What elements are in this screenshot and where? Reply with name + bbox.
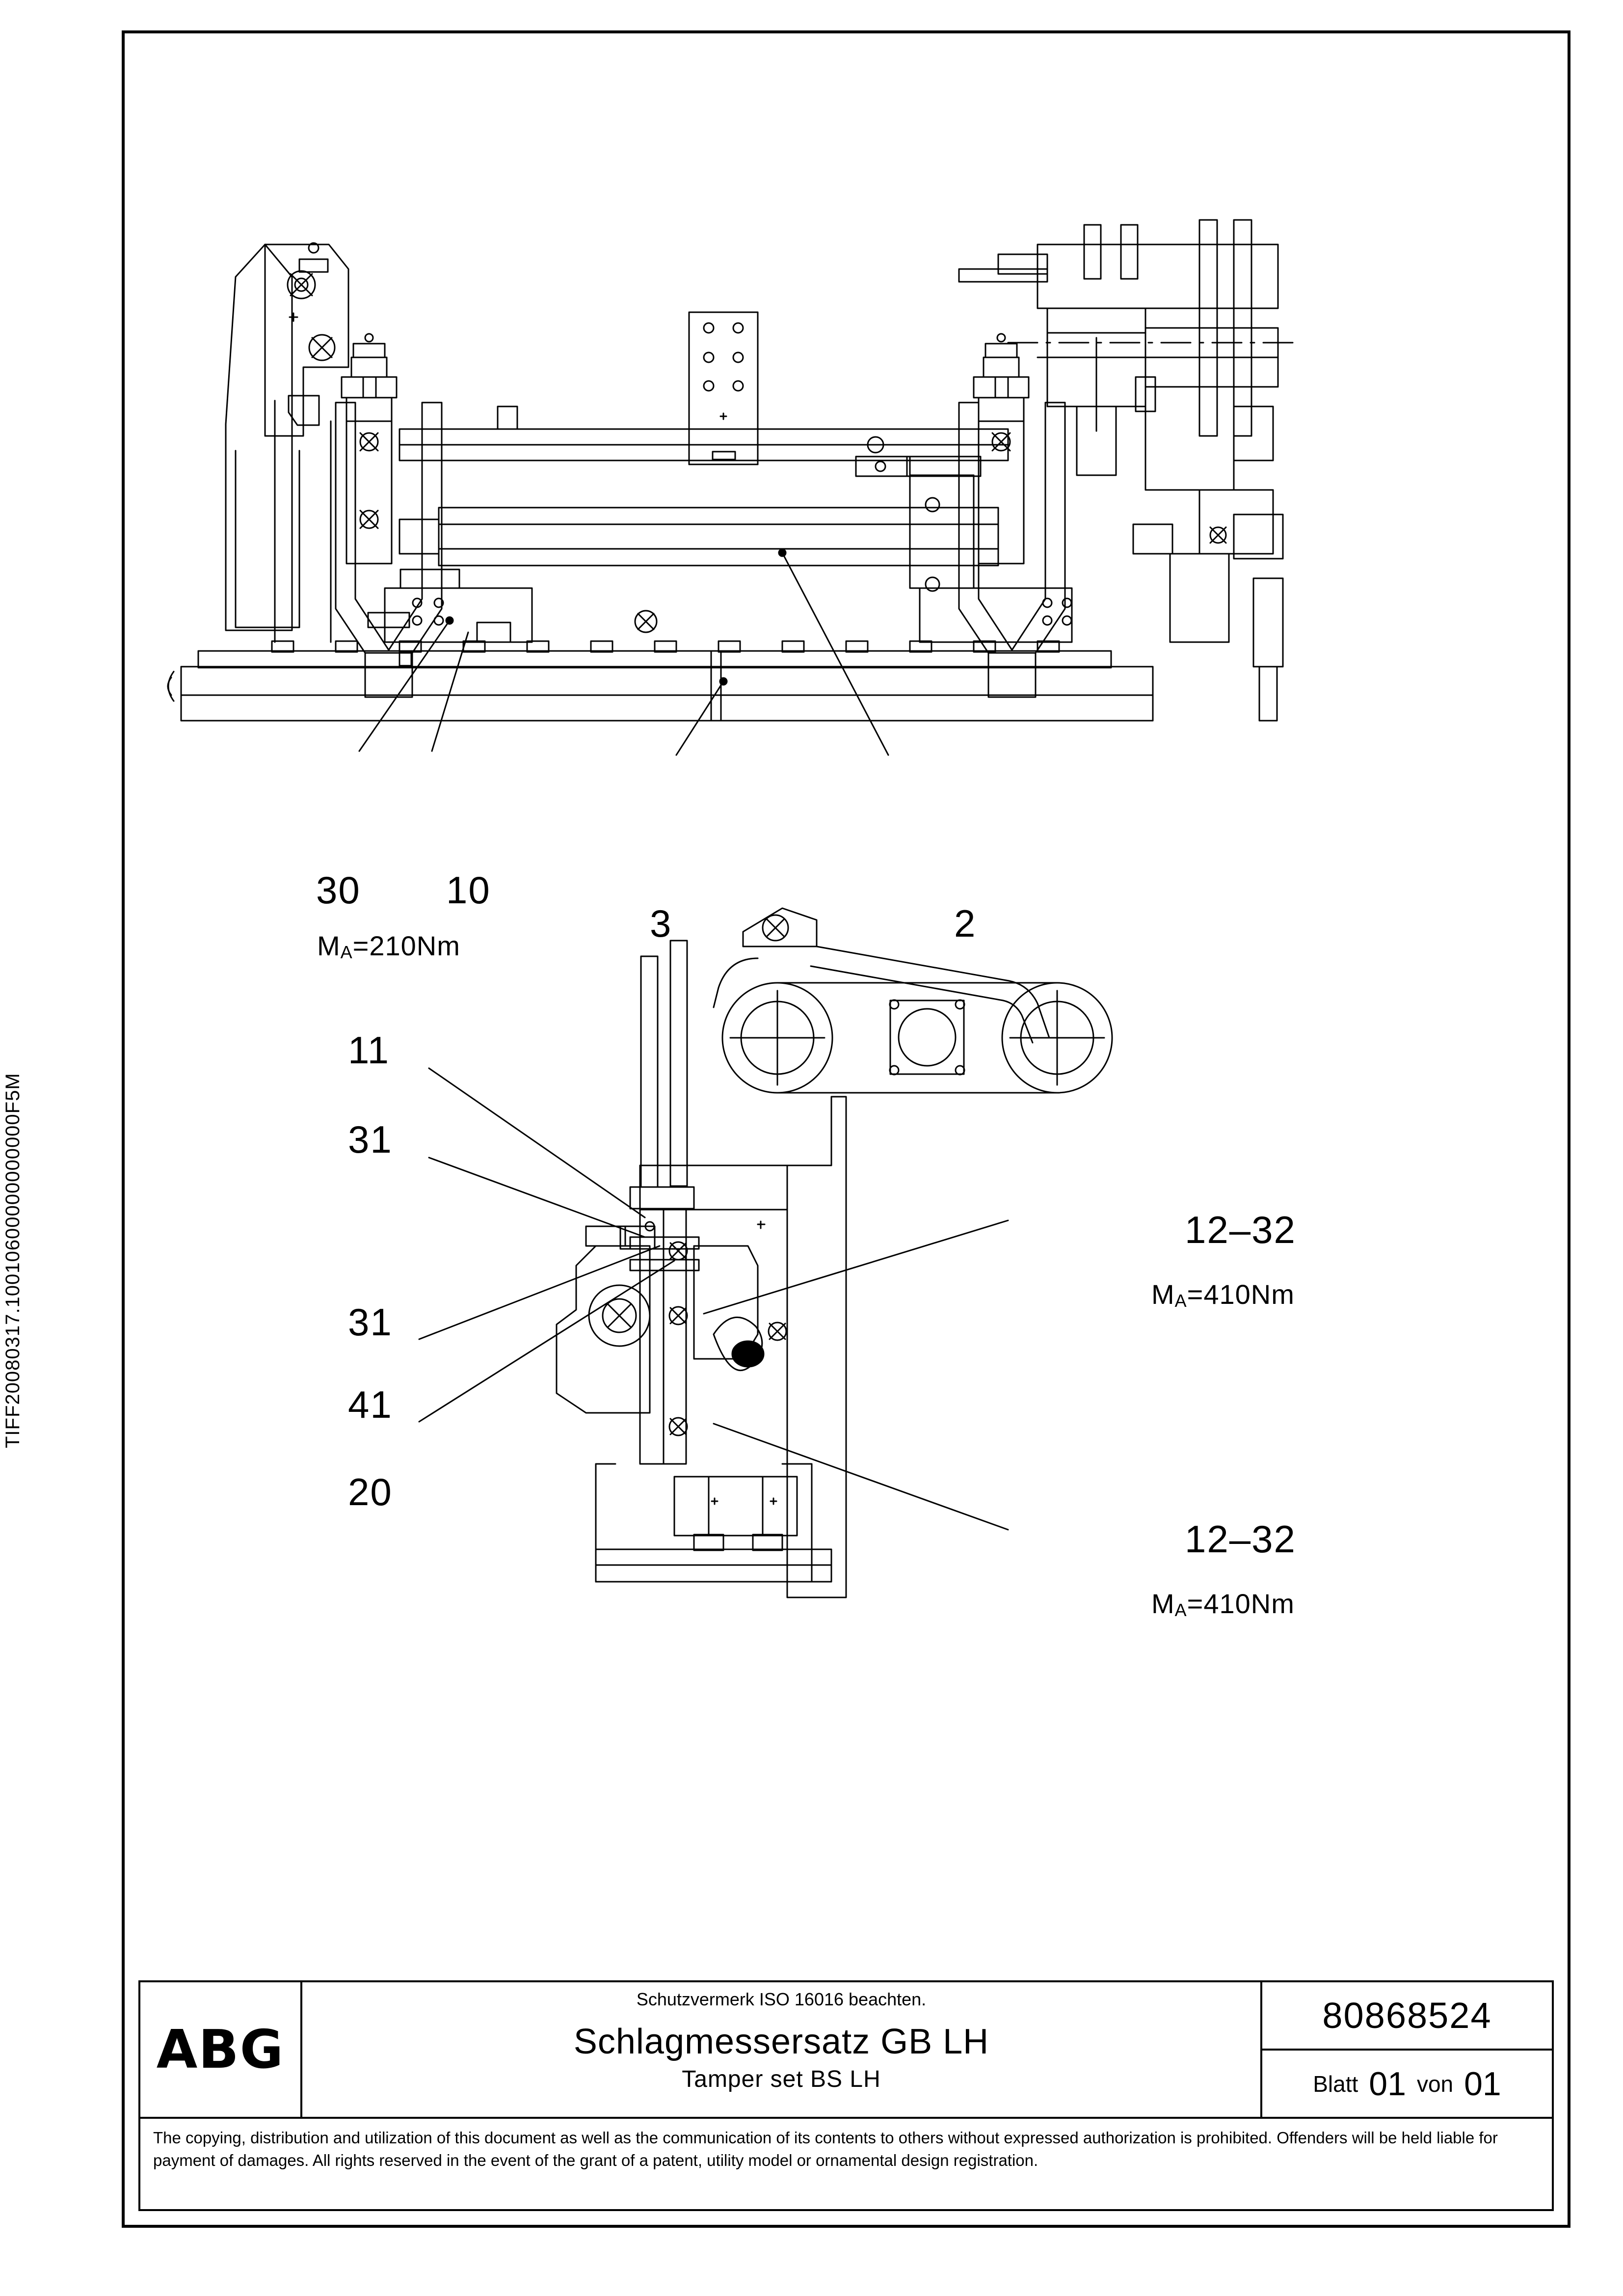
leader-lines-lower (419, 1068, 1008, 1530)
abg-logo: ABG (156, 2019, 285, 2080)
callout-2: 2 (954, 902, 977, 945)
film-identification-text: TIFF20080317.10010600000000000F5M (2, 1073, 24, 1448)
technical-drawing-canvas (125, 33, 1568, 1624)
drawing-sheet-frame (122, 30, 1570, 2228)
callout-ma-410-lower (1151, 1588, 1295, 1621)
callout-10: 10 (446, 868, 491, 912)
sheet-of-label: von (1416, 2071, 1454, 2097)
ma-410-lower-value: =410Nm (1187, 1588, 1295, 1619)
company-logo-cell (140, 1982, 302, 2117)
callout-12-32-lower: 12–32 (1185, 1517, 1296, 1561)
ma-410-lower-symbol: M (1151, 1588, 1175, 1619)
sheet-info (1262, 2051, 1552, 2117)
drawing-title-en: Tamper set BS LH (682, 2066, 881, 2092)
ma-410-upper-subscript: A (1174, 1291, 1187, 1311)
ma-210-subscript: A (340, 942, 353, 962)
legal-notice: The copying, distribution and utilization of this document as well as the communication of its contents to others without expressed authorization is prohibited. Offenders will be held liable for payment of damages. All rights reserved in the event of the grant of a patent, utility model or ornamental design registration. (153, 2129, 1498, 2169)
callout-20: 20 (348, 1470, 393, 1513)
sheet-number: 01 (1369, 2065, 1406, 2103)
callout-12-32-upper: 12–32 (1185, 1208, 1296, 1251)
title-cell (302, 1982, 1262, 2117)
callout-11: 11 (348, 1028, 390, 1072)
title-block-upper (140, 1982, 1552, 2119)
sheet-total: 01 (1464, 2065, 1501, 2103)
callout-30: 30 (316, 868, 361, 912)
callout-41: 41 (348, 1383, 393, 1426)
title-block (138, 1980, 1554, 2211)
ma-410-upper-value: =410Nm (1187, 1279, 1295, 1310)
callout-ma-210 (317, 930, 460, 963)
ma-210-value: =210Nm (352, 930, 460, 961)
protection-note: Schutzvermerk ISO 16016 beachten. (636, 1989, 927, 2009)
leader-lines-upper (359, 549, 888, 755)
ma-410-lower-subscript: A (1174, 1600, 1187, 1620)
ma-210-symbol: M (317, 930, 341, 961)
drawing-title-de: Schlagmessersatz GB LH (573, 2022, 989, 2061)
callout-ma-410-upper (1151, 1278, 1295, 1311)
sheet-label: Blatt (1313, 2071, 1358, 2097)
callout-3: 3 (650, 902, 672, 945)
drawing-number: 80868524 (1262, 1982, 1552, 2051)
callout-31-lower: 31 (348, 1300, 393, 1344)
drawing-number-cell (1262, 1982, 1552, 2117)
upper-assembly-view (168, 220, 1293, 755)
ma-410-upper-symbol: M (1151, 1279, 1175, 1310)
callout-31-upper: 31 (348, 1118, 393, 1161)
lower-section-view (419, 908, 1112, 1597)
